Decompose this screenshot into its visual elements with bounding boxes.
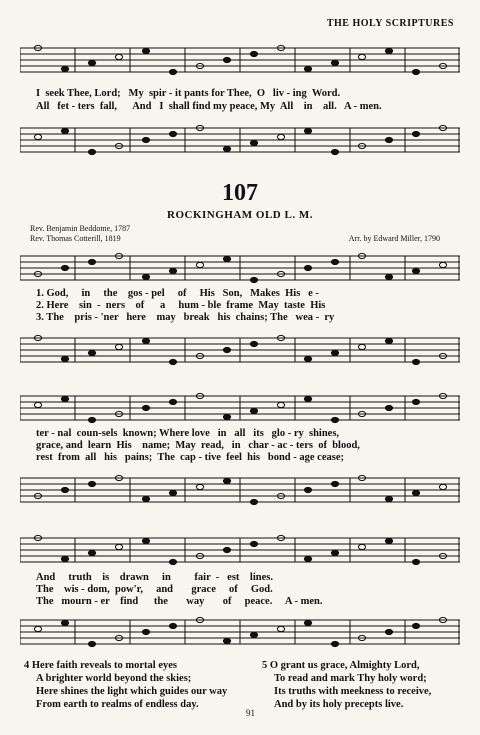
notehead [223, 256, 230, 261]
notehead [385, 538, 392, 543]
hymn-number: 107 [222, 180, 258, 206]
tune-name: ROCKINGHAM OLD L. M. [167, 209, 313, 221]
notehead [88, 350, 95, 355]
notehead [223, 57, 230, 62]
notehead [385, 274, 392, 279]
notehead [331, 641, 338, 646]
notehead [115, 54, 122, 59]
notehead [88, 60, 95, 65]
author-credit-2: Rev. Thomas Cotterill, 1819 [30, 234, 121, 243]
notehead [250, 341, 257, 346]
notehead [304, 66, 311, 71]
staff-s1-treble [20, 250, 460, 290]
notehead [196, 262, 203, 267]
notehead [250, 277, 257, 282]
notehead [61, 396, 68, 401]
stanza4-line-2: A brighter world beyond the skies; [36, 673, 192, 684]
notehead [331, 417, 338, 422]
author-credit: Rev. Benjamin Beddome, 1787 [30, 224, 131, 233]
notehead [412, 69, 419, 74]
notehead [169, 131, 176, 136]
notehead [169, 559, 176, 564]
notehead [142, 496, 149, 501]
notehead [331, 149, 338, 154]
notehead [142, 338, 149, 343]
s3-lyric-3: The mourn - er find the way of peace. A - men. [36, 596, 323, 607]
notehead [223, 347, 230, 352]
notehead [169, 623, 176, 628]
notehead [34, 134, 41, 139]
notehead [412, 131, 419, 136]
notehead [88, 149, 95, 154]
notehead [412, 268, 419, 273]
notehead [277, 626, 284, 631]
notehead [358, 54, 365, 59]
notehead [331, 481, 338, 486]
notehead [142, 274, 149, 279]
notehead [115, 344, 122, 349]
notehead [88, 259, 95, 264]
stanza5-line-3: Its truths with meekness to receive, [274, 686, 432, 697]
staff-s3-bass [20, 614, 460, 654]
notehead [61, 265, 68, 270]
notehead [412, 399, 419, 404]
notehead [331, 550, 338, 555]
notehead [250, 632, 257, 637]
notehead [61, 128, 68, 133]
notehead [304, 356, 311, 361]
notehead [412, 359, 419, 364]
s2-lyric-2: grace, and learn His name; May read, in char - ac - ters of blood, [36, 440, 360, 451]
notehead [277, 134, 284, 139]
running-head: THE HOLY SCRIPTURES [326, 18, 454, 29]
s3-lyric-2: The wis - dom, pow'r, and grace of God. [36, 584, 273, 595]
notehead [412, 623, 419, 628]
notehead [385, 405, 392, 410]
notehead [304, 128, 311, 133]
prev-lyric-line-1: I seek Thee, Lord; My spir - it pants for Thee, O liv - ing Word. [36, 88, 341, 99]
notehead [385, 496, 392, 501]
stanza4-line-1: 4 Here faith reveals to mortal eyes [24, 660, 177, 671]
notehead [304, 265, 311, 270]
notehead [304, 487, 311, 492]
stanza4-line-3: Here shines the light which guides our way [36, 686, 228, 697]
notehead [304, 396, 311, 401]
notehead [439, 484, 446, 489]
notehead [34, 626, 41, 631]
notehead [331, 350, 338, 355]
notehead [142, 137, 149, 142]
stanza5-line-4: And by its holy precepts live. [274, 699, 404, 710]
notehead [277, 402, 284, 407]
staff-s3-treble [20, 532, 460, 572]
notehead [115, 544, 122, 549]
notehead [169, 69, 176, 74]
notehead [250, 499, 257, 504]
notehead [412, 559, 419, 564]
notehead [223, 638, 230, 643]
staff-s2-treble [20, 390, 460, 430]
s1-lyric-1: 1. God, in the gos - pel of His Son, Makes His e - [36, 288, 319, 299]
notehead [223, 547, 230, 552]
page-number: 91 [246, 708, 255, 718]
notehead [358, 344, 365, 349]
notehead [169, 399, 176, 404]
s1-lyric-2: 2. Here sin - ners of a hum - ble frame May taste His [36, 300, 326, 311]
notehead [169, 359, 176, 364]
notehead [250, 541, 257, 546]
notehead [385, 137, 392, 142]
notehead [61, 556, 68, 561]
stanza5-line-1: 5 O grant us grace, Almighty Lord, [262, 660, 420, 671]
notehead [169, 490, 176, 495]
notehead [142, 538, 149, 543]
notehead [250, 408, 257, 413]
s3-lyric-1: And truth is drawn in fair - est lines. [36, 572, 273, 583]
notehead [88, 641, 95, 646]
s2-lyric-1: ter - nal coun-sels known; Where love in all its glo - ry shines, [36, 428, 340, 439]
notehead [223, 414, 230, 419]
notehead [142, 629, 149, 634]
stanza4-line-4: From earth to realms of endless day. [36, 699, 199, 710]
notehead [142, 405, 149, 410]
notehead [304, 620, 311, 625]
notehead [61, 66, 68, 71]
notehead [34, 402, 41, 407]
notehead [61, 620, 68, 625]
s1-lyric-3: 3. The pris - 'ner here may break his chains; The wea - ry [36, 312, 335, 323]
notehead [88, 417, 95, 422]
notehead [88, 481, 95, 486]
notehead [250, 140, 257, 145]
staff-prev-bass [20, 122, 460, 162]
prev-lyric-line-2: All fet - ters fall, And I shall find my peace, My All in all. A - men. [36, 101, 382, 112]
staff-prev-treble [20, 42, 460, 82]
notehead [142, 48, 149, 53]
notehead [223, 146, 230, 151]
notehead [304, 556, 311, 561]
notehead [331, 259, 338, 264]
notehead [196, 484, 203, 489]
s2-lyric-3: rest from all his pains; The cap - tive feel his bond - age cease; [36, 452, 344, 463]
notehead [61, 487, 68, 492]
notehead [223, 478, 230, 483]
notehead [412, 490, 419, 495]
notehead [439, 262, 446, 267]
notehead [385, 338, 392, 343]
staff-s2-bass [20, 472, 460, 512]
notehead [250, 51, 257, 56]
notehead [358, 544, 365, 549]
arranger-credit: Arr. by Edward Miller, 1790 [348, 234, 440, 243]
notehead [61, 356, 68, 361]
notehead [88, 550, 95, 555]
stanza5-line-2: To read and mark Thy holy word; [274, 673, 427, 684]
notehead [385, 48, 392, 53]
staff-s1-bass [20, 332, 460, 372]
notehead [385, 629, 392, 634]
notehead [169, 268, 176, 273]
notehead [331, 60, 338, 65]
